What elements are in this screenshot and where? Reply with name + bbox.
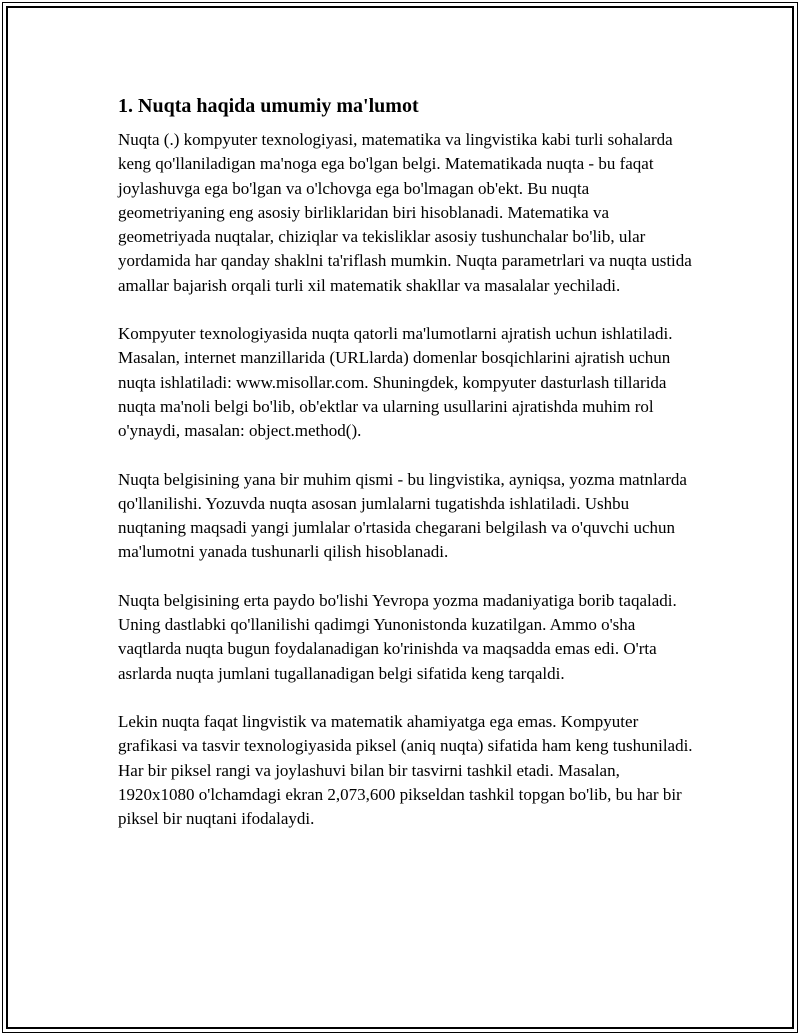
section-heading: 1. Nuqta haqida umumiy ma'lumot [118, 95, 419, 117]
paragraph-4: Nuqta belgisining erta paydo bo'lishi Yevropa yozma madaniyatiga borib taqaladi. Uning dastlabki qo'llanilishi qadimgi Yunonistonda kuzatilgan. Ammo o'sha vaqtlarda nuqta bugun foydalanadigan ko'rinishda va maqsadda emas edi. O'rta asrlarda nuqta jumlani tugallanadigan belgi sifatida keng tarqaldi. [118, 590, 677, 683]
paragraph-5: Lekin nuqta faqat lingvistik va matematik ahamiyatga ega emas. Kompyuter grafikasi va tasvir texnologiyasida piksel (aniq nuqta) sifatida ham keng tushuniladi. Har bir piksel rangi va joylashuvi bilan bir tasvirni tashkil etadi. Masalan, 1920x1080 o'lchamdagi ekran 2,073,600 pikseldan tashkil topgan bo'lib, bu har bir piksel bir nuqtani ifodalaydi. [118, 711, 693, 829]
document-body [118, 92, 698, 855]
paragraph-1: Nuqta (.) kompyuter texnologiyasi, matematika va lingvistika kabi turli sohalarda keng qo'llaniladigan ma'noga ega bo'lgan belgi. Matematikada nuqta - bu faqat joylashuvga ega bo'lgan va o'lchovga ega bo'lmagan ob'ekt. Bu nuqta geometriyaning eng asosiy birliklaridan biri hisoblanadi. Matematika va geometriyada nuqtalar, chiziqlar va tekisliklar asosiy tushunchalar bo'lib, ular yordamida har qanday shaklni ta'riflash mumkin. Nuqta parametrlari va nuqta ustida amallar bajarish orqali turli xil matematik shakllar va masalalar yechiladi. [118, 130, 692, 295]
paragraph-3: Nuqta belgisining yana bir muhim qismi - bu lingvistika, ayniqsa, yozma matnlarda qo'llanilishi. Yozuvda nuqta asosan jumlalarni tugatishda ishlatiladi. Ushbu nuqtaning maqsadi yangi jumlalar o'rtasida chegarani belgilash va o'quvchi uchun ma'lumotni yanada tushunarli qilish hisoblanadi. [118, 469, 687, 562]
paragraph-2: Kompyuter texnologiyasida nuqta qatorli ma'lumotlarni ajratish uchun ishlatiladi. Masalan, internet manzillarida (URLlarda) domenlar bosqichlarini ajratish uchun nuqta ishlatiladi: www.misollar.com. Shuningdek, kompyuter dasturlash tillarida nuqta ma'noli belgi bo'lib, ob'ektlar va ularning usullarini ajratishda muhim rol o'ynaydi, masalan: object.method(). [118, 324, 673, 441]
